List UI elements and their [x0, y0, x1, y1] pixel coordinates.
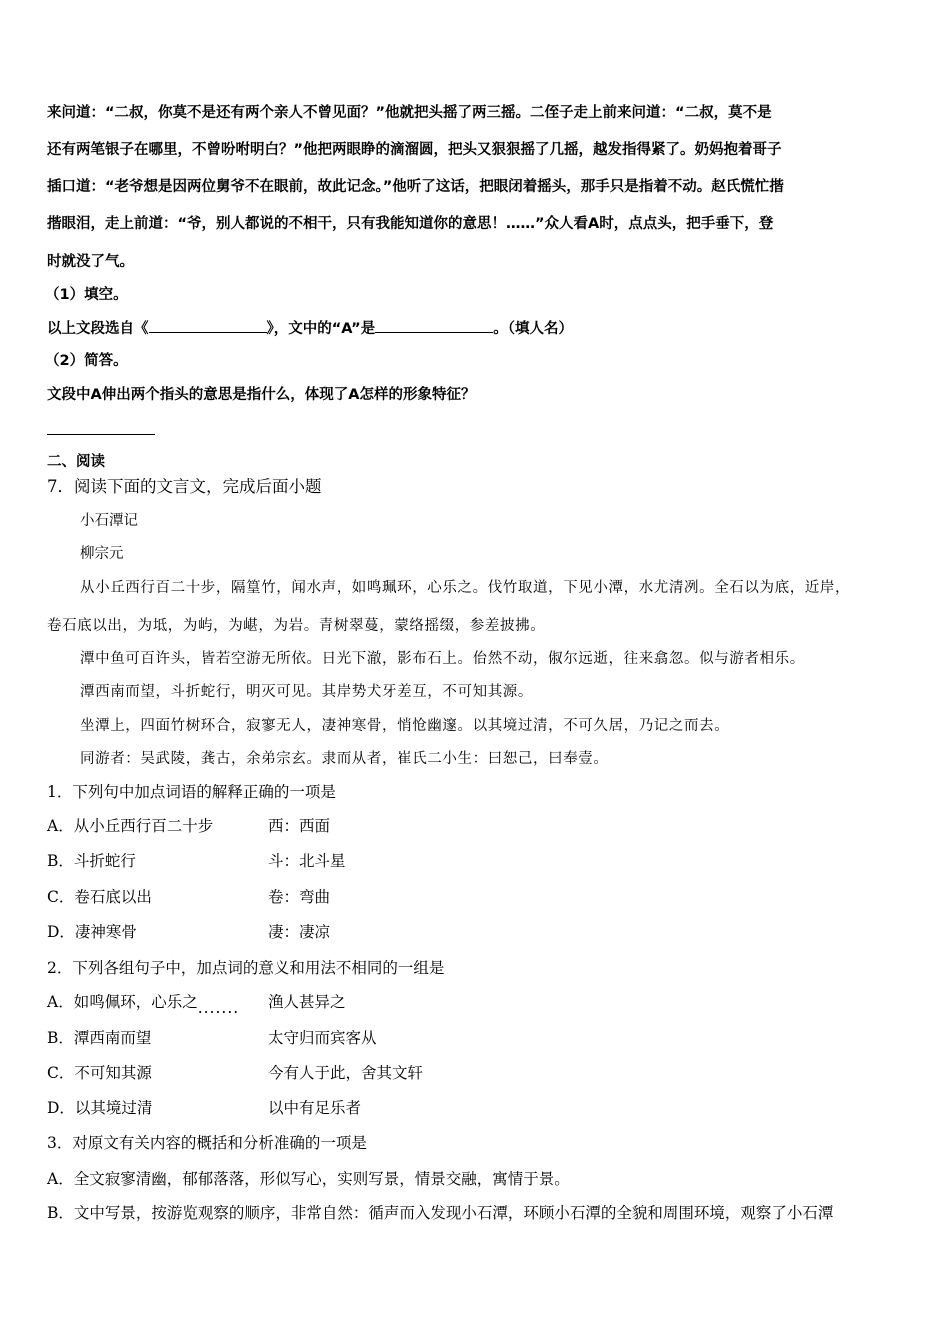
- option-text: B．斗折蛇行: [47, 852, 136, 870]
- option-gloss: 今有人于此，舍其文轩: [268, 1064, 424, 1082]
- option-text: A．从小丘西行百二十步: [47, 817, 214, 835]
- question-1-label: （1）填空。: [45, 287, 128, 303]
- option-text: C．不可知其源: [47, 1064, 152, 1082]
- option-gloss: 卷：弯曲: [268, 888, 331, 906]
- q1-text-part2: 》，文中的“A”是: [266, 321, 376, 337]
- book-title-blank[interactable]: [149, 318, 267, 333]
- person-name-blank[interactable]: [375, 318, 493, 333]
- essay-line: 从小丘西行百二十步，隔篁竹，闻水声，如鸣珮环，心乐之。伐竹取道，下见小潭，水尤清冽。全石以为底，近岸，: [80, 580, 851, 596]
- option-gloss: 渔人甚异之: [268, 993, 346, 1011]
- q1-text-part1: 以上文段选自《: [47, 321, 149, 337]
- question-7-title: 7．阅读下面的文言文，完成后面小题: [47, 477, 322, 496]
- passage-line: 插口道：“老爷想是因两位舅爷不在眼前，故此记念。”他听了这话，把眼闭着摇头，那手只是指着不动。赵氏慌忙揩: [47, 179, 784, 195]
- q1-text-part3: 。（填人名）: [493, 321, 573, 337]
- essay-author: 柳宗元: [80, 546, 124, 562]
- option-a[interactable]: A．全文寂寥清幽，郁郁落落，形似写心，实则写景，情景交融，寓情于景。: [47, 1170, 570, 1188]
- option-a[interactable]: [47, 992, 447, 1017]
- option-a[interactable]: [47, 816, 447, 836]
- essay-line: 潭中鱼可百许头，皆若空游无所依。日光下澈，影布石上。佁然不动，俶尔远逝，往来翕忽。似与游者相乐。: [80, 651, 805, 667]
- section-title: 二、阅读: [47, 454, 105, 470]
- option-text: D．以其境过清: [47, 1099, 153, 1117]
- question-2-label: （2）简答。: [45, 353, 128, 369]
- option-b[interactable]: [47, 1028, 447, 1048]
- option-text: D．凄神寒骨: [47, 923, 137, 941]
- essay-line: 潭西南而望，斗折蛇行，明灭可见。其岸势犬牙差互，不可知其源。: [80, 684, 533, 700]
- essay-line: 同游者：吴武陵，龚古，余弟宗玄。隶而从者，崔氏二小生：曰恕己，曰奉壹。: [80, 751, 609, 767]
- option-gloss: 凄：凄凉: [268, 923, 331, 941]
- option-c[interactable]: [47, 1063, 447, 1083]
- question-1-text: [47, 318, 573, 339]
- emphasis-dots: .......: [197, 999, 240, 1017]
- passage-line: 还有两笔银子在哪里，不曾吩咐明白？”他把两眼睁的滴溜圆，把头又狠狠摇了几摇，越发指得紧了。奶妈抱着哥子: [47, 142, 782, 158]
- question-stem: 3．对原文有关内容的概括和分析准确的一项是: [47, 1134, 367, 1152]
- essay-title: 小石潭记: [80, 513, 138, 529]
- passage-line: 时就没了气。: [47, 254, 134, 270]
- question-2-text: 文段中A伸出两个指头的意思是指什么，体现了A怎样的形象特征？: [47, 387, 476, 403]
- option-text: C．卷石底以出: [47, 888, 152, 906]
- passage-line: 揩眼泪，走上前道：“爷，别人都说的不相干，只有我能知道你的意思！……”众人看A时，点点头，把手垂下，登: [47, 216, 774, 232]
- answer-line[interactable]: [47, 434, 155, 435]
- option-c[interactable]: [47, 887, 447, 907]
- option-text: A．如鸣佩环，心乐之: [47, 993, 198, 1011]
- option-b[interactable]: B．文中写景，按游览观察的顺序，非常自然：循声而入发现小石潭，环顾小石潭的全貌和周围环境，观察了小石潭: [47, 1204, 834, 1222]
- essay-line: 坐潭上，四面竹树环合，寂寥无人，凄神寒骨，悄怆幽邃。以其境过清，不可久居，乃记之而去。: [80, 718, 730, 734]
- essay-line: 卷石底以出，为坻，为屿，为嵁，为岩。青树翠蔓，蒙络摇缀，参差披拂。: [47, 618, 546, 634]
- option-gloss: 太守归而宾客从: [268, 1029, 377, 1047]
- option-b[interactable]: [47, 851, 447, 871]
- option-d[interactable]: [47, 922, 447, 942]
- option-gloss: 斗：北斗星: [268, 852, 346, 870]
- option-gloss: 以中有足乐者: [268, 1099, 362, 1117]
- question-stem: 2．下列各组句子中，加点词的意义和用法不相同的一组是: [47, 959, 445, 977]
- option-gloss: 西：西面: [268, 817, 331, 835]
- option-d[interactable]: [47, 1098, 447, 1118]
- passage-line: 来问道：“二叔，你莫不是还有两个亲人不曾见面？”他就把头摇了两三摇。二侄子走上前来问道：“二叔，莫不是: [47, 105, 772, 121]
- option-text: B．潭西南而望: [47, 1029, 152, 1047]
- question-stem: 1．下列句中加点词语的解释正确的一项是: [47, 783, 336, 801]
